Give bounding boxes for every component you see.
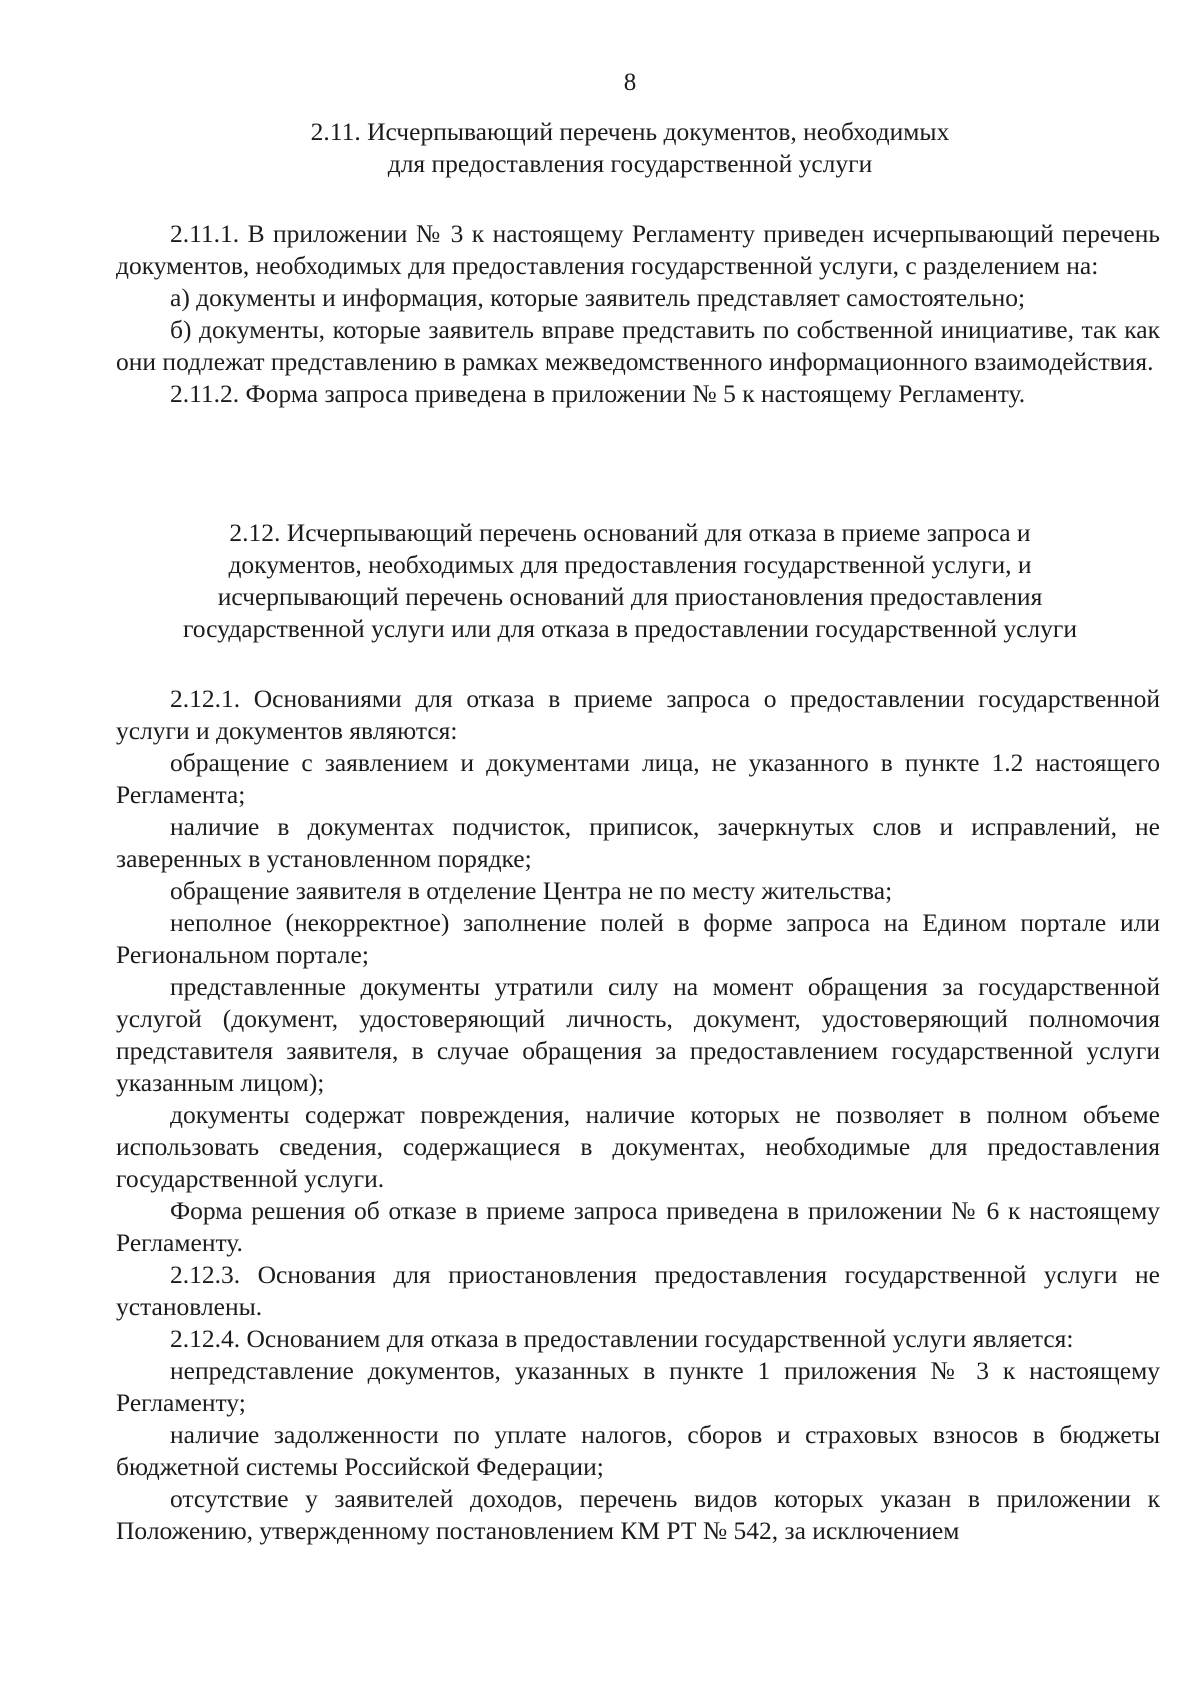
list-item: непредставление документов, указанных в пункте 1 приложения № 3 к настоящему Регламенту; bbox=[116, 1356, 1160, 1417]
list-item-a: а) документы и информация, которые заявитель представляет самостоятельно; bbox=[170, 283, 1026, 312]
paragraph-2-12-4: 2.12.4. Основанием для отказа в предоставлении государственной услуги является: bbox=[170, 1324, 1074, 1353]
list-item: представленные документы утратили силу на момент обращения за государственной услугой (документ, удостоверяющий личность, документ, удостоверяющий полномочия представителя заявителя, в случае обращения за предоставлением государственной услуги указанным лицом); bbox=[116, 972, 1160, 1097]
list-item: неполное (некорректное) заполнение полей в форме запроса на Едином портале или Региональном портале; bbox=[116, 908, 1160, 969]
paragraph-2-12-1: 2.12.1. Основаниями для отказа в приеме запроса о предоставлении государственной услуги и документов являются: bbox=[116, 684, 1160, 745]
section-2-11-heading bbox=[110, 116, 1150, 180]
page-number: 8 bbox=[623, 69, 637, 96]
heading-line: государственной услуги или для отказа в предоставлении государственной услуги bbox=[182, 614, 1078, 643]
heading-line: для предоставления государственной услуги bbox=[387, 149, 873, 178]
paragraph-2-12-3: 2.12.3. Основания для приостановления предоставления государственной услуги не установлены. bbox=[116, 1260, 1160, 1321]
list-item: наличие в документах подчисток, приписок, зачеркнутых слов и исправлений, не заверенных в установленном порядке; bbox=[116, 812, 1160, 873]
paragraph-refusal-form: Форма решения об отказе в приеме запроса приведена в приложении № 6 к настоящему Регламенту. bbox=[116, 1196, 1160, 1257]
paragraph-2-11-2: 2.11.2. Форма запроса приведена в приложении № 5 к настоящему Регламенту. bbox=[170, 379, 1026, 408]
list-item: обращение заявителя в отделение Центра не по месту жительства; bbox=[170, 876, 893, 905]
list-item-b: б) документы, которые заявитель вправе представить по собственной инициативе, так как они подлежат представлению в рамках межведомственного информационного взаимодействия. bbox=[116, 315, 1160, 376]
heading-line: 2.11. Исчерпывающий перечень документов, необходимых bbox=[310, 117, 950, 146]
paragraph-2-11-1: 2.11.1. В приложении № 3 к настоящему Регламенту приведен исчерпывающий перечень документов, необходимых для предоставления государственной услуги, с разделением на: bbox=[116, 219, 1160, 280]
heading-line: исчерпывающий перечень оснований для приостановления предоставления bbox=[217, 582, 1043, 611]
heading-line: документов, необходимых для предоставления государственной услуги, и bbox=[228, 550, 1032, 579]
section-2-11-body bbox=[116, 218, 1160, 410]
list-item: отсутствие у заявителей доходов, перечень видов которых указан в приложении к Положению, утвержденному постановлением КМ РТ № 542, за исключением bbox=[116, 1484, 1160, 1545]
list-item: документы содержат повреждения, наличие которых не позволяет в полном объеме использовать сведения, содержащиеся в документах, необходимые для предоставления государственной услуги. bbox=[116, 1100, 1160, 1193]
list-item: обращение с заявлением и документами лица, не указанного в пункте 1.2 настоящего Регламента; bbox=[116, 748, 1160, 809]
list-item: наличие задолженности по уплате налогов, сборов и страховых взносов в бюджеты бюджетной системы Российской Федерации; bbox=[116, 1420, 1160, 1481]
section-2-12-body bbox=[116, 683, 1160, 1547]
section-2-12-heading bbox=[110, 517, 1150, 645]
heading-line: 2.12. Исчерпывающий перечень оснований для отказа в приеме запроса и bbox=[229, 518, 1031, 547]
